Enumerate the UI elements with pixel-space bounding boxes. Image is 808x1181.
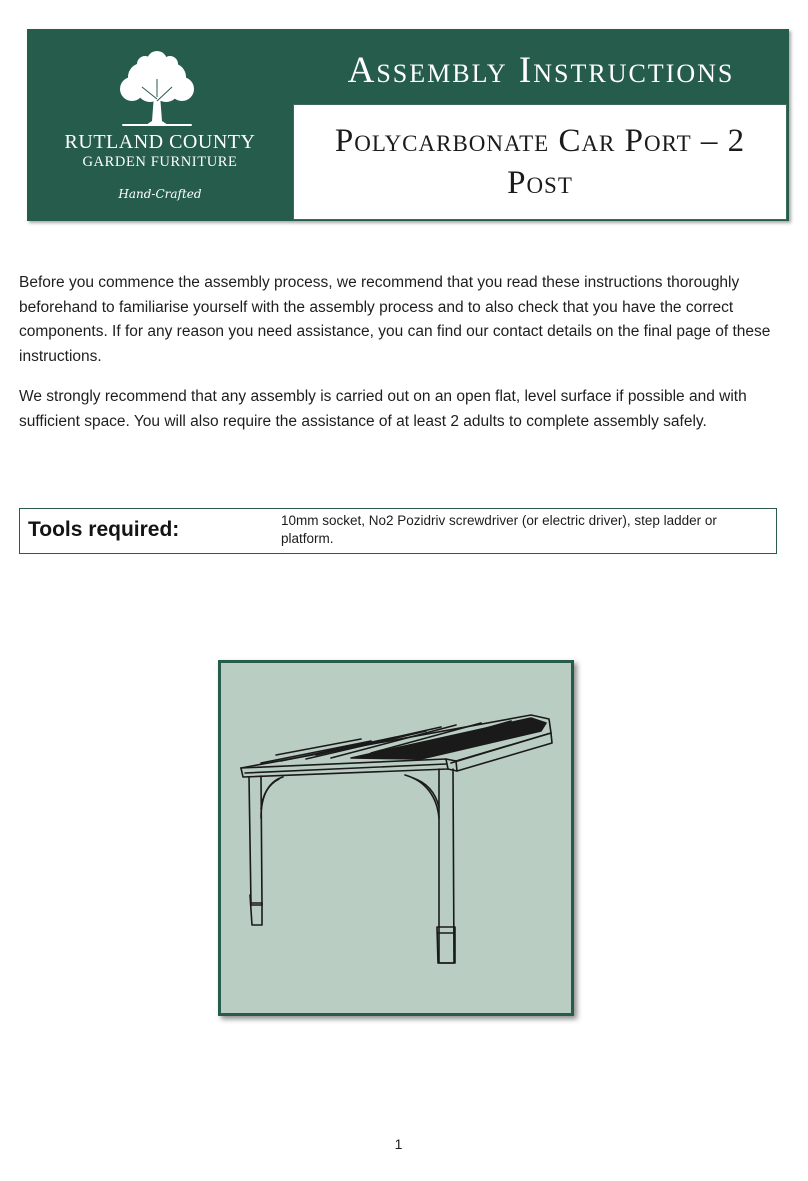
carport-illustration	[221, 663, 571, 1013]
product-title: Polycarbonate Car Port – 2 Post	[334, 123, 746, 201]
brand-subname: GARDEN FURNITURE	[82, 154, 238, 170]
tools-required-list: 10mm socket, No2 Pozidriv screwdriver (or electric driver), step ladder or platform.	[281, 513, 717, 546]
brand-logo	[27, 29, 293, 221]
tools-required-label: Tools required:	[28, 518, 180, 541]
document-title: Assembly Instructions	[347, 50, 735, 91]
brand-name: RUTLAND COUNTY	[64, 131, 256, 153]
intro-paragraph-2: We strongly recommend that any assembly is carried out on an open flat, level surface if possible and with sufficient space. You will also require the assistance of at least 2 adults to complete assembly safely.	[19, 388, 747, 430]
carport-figure	[218, 660, 574, 1016]
tree-icon	[112, 49, 202, 129]
intro-paragraph-1: Before you commence the assembly process, we recommend that you read these instructions thoroughly beforehand to familiarise yourself with the assembly process and to also check that you have the correct components. If for any reason you need assistance, you can find our contact details on the final page of these instructions.	[19, 274, 771, 365]
brand-tagline: Hand-Crafted	[118, 187, 202, 201]
product-title-box	[293, 104, 787, 220]
page-number: 1	[394, 1136, 403, 1152]
header-banner	[27, 29, 789, 221]
tools-required-box	[19, 508, 777, 554]
